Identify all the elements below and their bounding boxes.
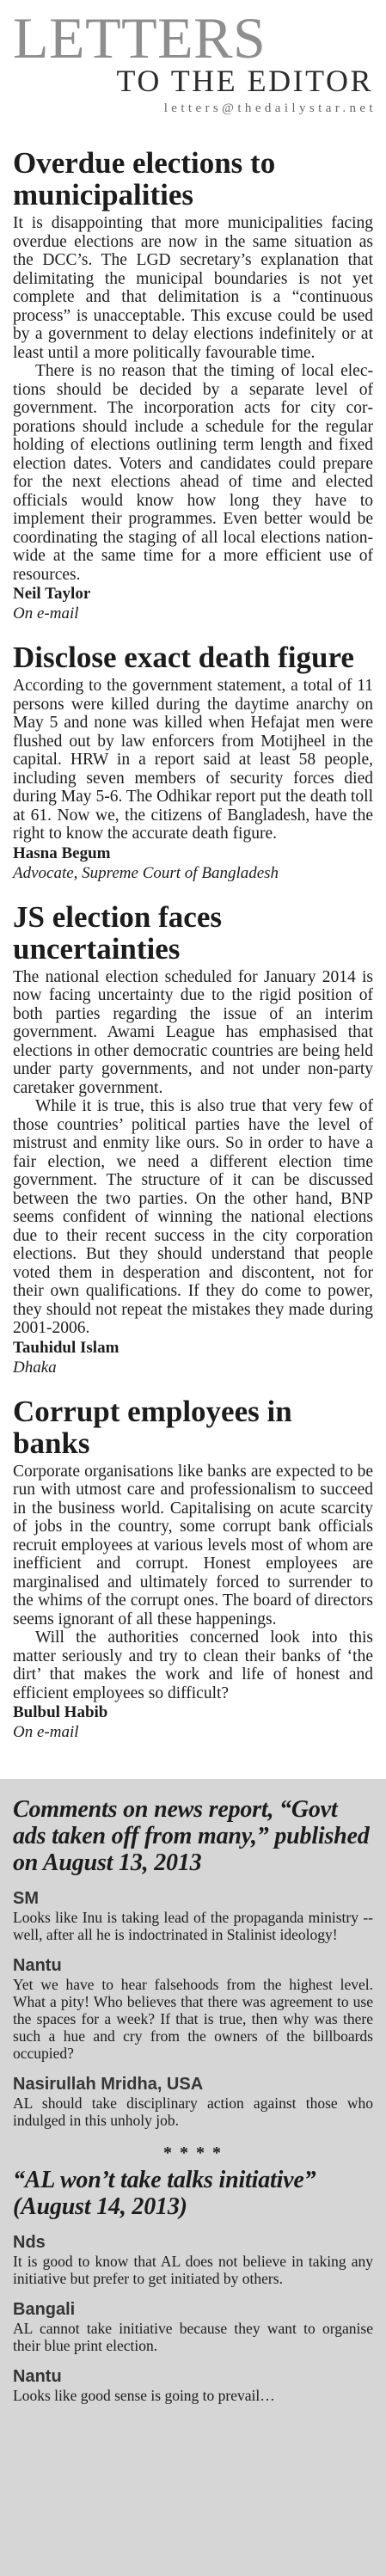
commenter-name: SM	[13, 1889, 39, 1908]
letter-author: Neil Taylor	[13, 585, 91, 603]
letter-author-location: Dhaka	[13, 1358, 57, 1377]
letter-author: Bulbul Habib	[13, 1703, 108, 1721]
comment-text: AL cannot take initiative because they want to organise their blue print election.	[13, 2320, 373, 2354]
letter-paragraph: It is disappointing that more municipalities facing overdue elections are now in the same situation as the DCC’s. The LGD secretary’s explanation that delimitating the municipal boundaries is not yet complete and that delimitation is a “continuous process” is unacceptable. This excuse could be used by a government to delay elections indefinitely or at least until a more politically favourable time.	[13, 214, 373, 362]
letter-title: Corrupt employees in banks	[13, 1394, 292, 1460]
comment	[13, 2366, 373, 2404]
comment	[13, 2232, 373, 2287]
commenter-name: Nantu	[13, 1956, 62, 1975]
commenter-name: Nds	[13, 2233, 46, 2252]
section-separator: * * * *	[163, 2144, 223, 2162]
letter-body	[13, 1463, 373, 1703]
letter-paragraph: Will the authorities concerned look into this matter seriously and try to clean their banks of ‘the dirt’ that makes the work and life of honest and efficient employees so difficult?	[13, 1628, 373, 1702]
letter-title: Disclose exact death figure	[13, 641, 354, 674]
reader-comments-box	[0, 1779, 386, 2576]
letter-paragraph: The national election scheduled for January 2014 is now facing uncertainty due to the rigid position of both parties regarding the issue of an interim government. Awami League has emphasised that elections in other democratic countries are being held under party governments, and not under non-party caretaker government.	[13, 967, 373, 1097]
commenter-name: Nantu	[13, 2367, 62, 2386]
letter-body	[13, 214, 373, 584]
letter-title: JS election faces uncertainties	[13, 899, 222, 966]
comment-text: Looks like Inu is taking lead of the propaganda ministry -- well, after all he is indoctrinated in Stalinist ideology!	[13, 1909, 373, 1943]
masthead-subtitle: TO THE EDITOR	[116, 64, 373, 98]
letter-body	[13, 968, 373, 1338]
comment-text: It is good to know that AL does not believe in taking any initiative but prefer to get initiated by others.	[13, 2253, 373, 2287]
comment	[13, 2299, 373, 2354]
letter-author: Tauhidul Islam	[13, 1338, 119, 1357]
comments-heading: Comments on news report, “Govt ads taken off from many,” published on August 13, 2013	[13, 1796, 370, 1876]
letter-author-location: On e-mail	[13, 604, 79, 623]
letter-author: Hasna Begum	[13, 843, 111, 862]
comment	[13, 1955, 373, 2062]
letter	[13, 147, 373, 623]
letter-title: Overdue elections to municipalities	[13, 146, 276, 212]
comment	[13, 2074, 373, 2129]
comment	[13, 1888, 373, 1943]
letter-body	[13, 677, 373, 843]
letters-column	[0, 116, 386, 1741]
letter-paragraph: According to the government statement, a total of 11 persons were killed during the daytime anarchy on May 5 and none was killed when Hefajat men were flushed out by law enforcers from Motijheel in the capital. HRW in a report said at least 58 people, including seven members of security forces died during May 5-6. The Odhikar report put the death toll at 61. Now we, the citizens of Bangladesh, have the right to know the accurate death figure.	[13, 677, 373, 843]
comment-text: Yet we have to hear falsehoods from the highest level. What a pity! Who believes that there was agreement to use the spaces for a week? If that is true, then why was there such a hue and cry from the owners of the billboards occupied?	[13, 1976, 373, 2062]
comment-text: Looks like good sense is going to prevail…	[13, 2387, 275, 2404]
letter-author-location: On e-mail	[13, 1723, 79, 1741]
letter	[13, 901, 373, 1377]
letter	[13, 641, 373, 882]
letter-paragraph: While it is true, this is also true that very few of those countries’ political parties have the level of mistrust and enmity like ours. So in order to have a fair election, we need a different election time government. The structure of it can be discussed between the two parties. On the other hand, BNP seems confident of winning the national elections due to their recent success in the city corporation elections. But they should understand that people voted them in desperation and discontent, not for their own qualifications. If they do come to power, they should not repeat the mistakes they made during 2001-2006.	[13, 1097, 373, 1337]
masthead-title: LETTERS	[13, 5, 267, 71]
masthead	[0, 0, 386, 116]
commenter-name: Nasirullah Mridha, USA	[13, 2075, 204, 2094]
letter-paragraph: There is no reason that the timing of local elections should be decided by a separate level of government. The incorporation acts for city corporations should include a schedule for the regular holding of elections outlining term length and fixed election dates. Voters and candidates could prepare for the next elections ahead of time and elected officials would know how long they have to implement their programmes. Even better would be coordinating the staging of all local elections nation-wide at the same time for a more efficient use of resources.	[13, 362, 373, 584]
comments-heading: “AL won’t take talks initiative” (August 14, 2013)	[13, 2167, 316, 2220]
letter	[13, 1395, 373, 1742]
commenter-name: Bangali	[13, 2300, 76, 2319]
letter-paragraph: Corporate organisations like banks are expected to be run with utmost care and professionalism to succeed in the business world. Capitalising on acute scarcity of jobs in the country, some corrupt bank officials recruit employees at various levels most of whom are inefficient and corrupt. Honest employees are marginalised and ultimately forced to surrender to the whims of the corrupt ones. The board of directors seems ignorant of all these happenings.	[13, 1462, 373, 1628]
letter-author-location: Advocate, Supreme Court of Bangladesh	[13, 863, 279, 882]
editor-email: letters@thedailystar.net	[163, 101, 377, 115]
comment-text: AL should take disciplinary action against those who indulged in this unholy job.	[13, 2095, 373, 2129]
